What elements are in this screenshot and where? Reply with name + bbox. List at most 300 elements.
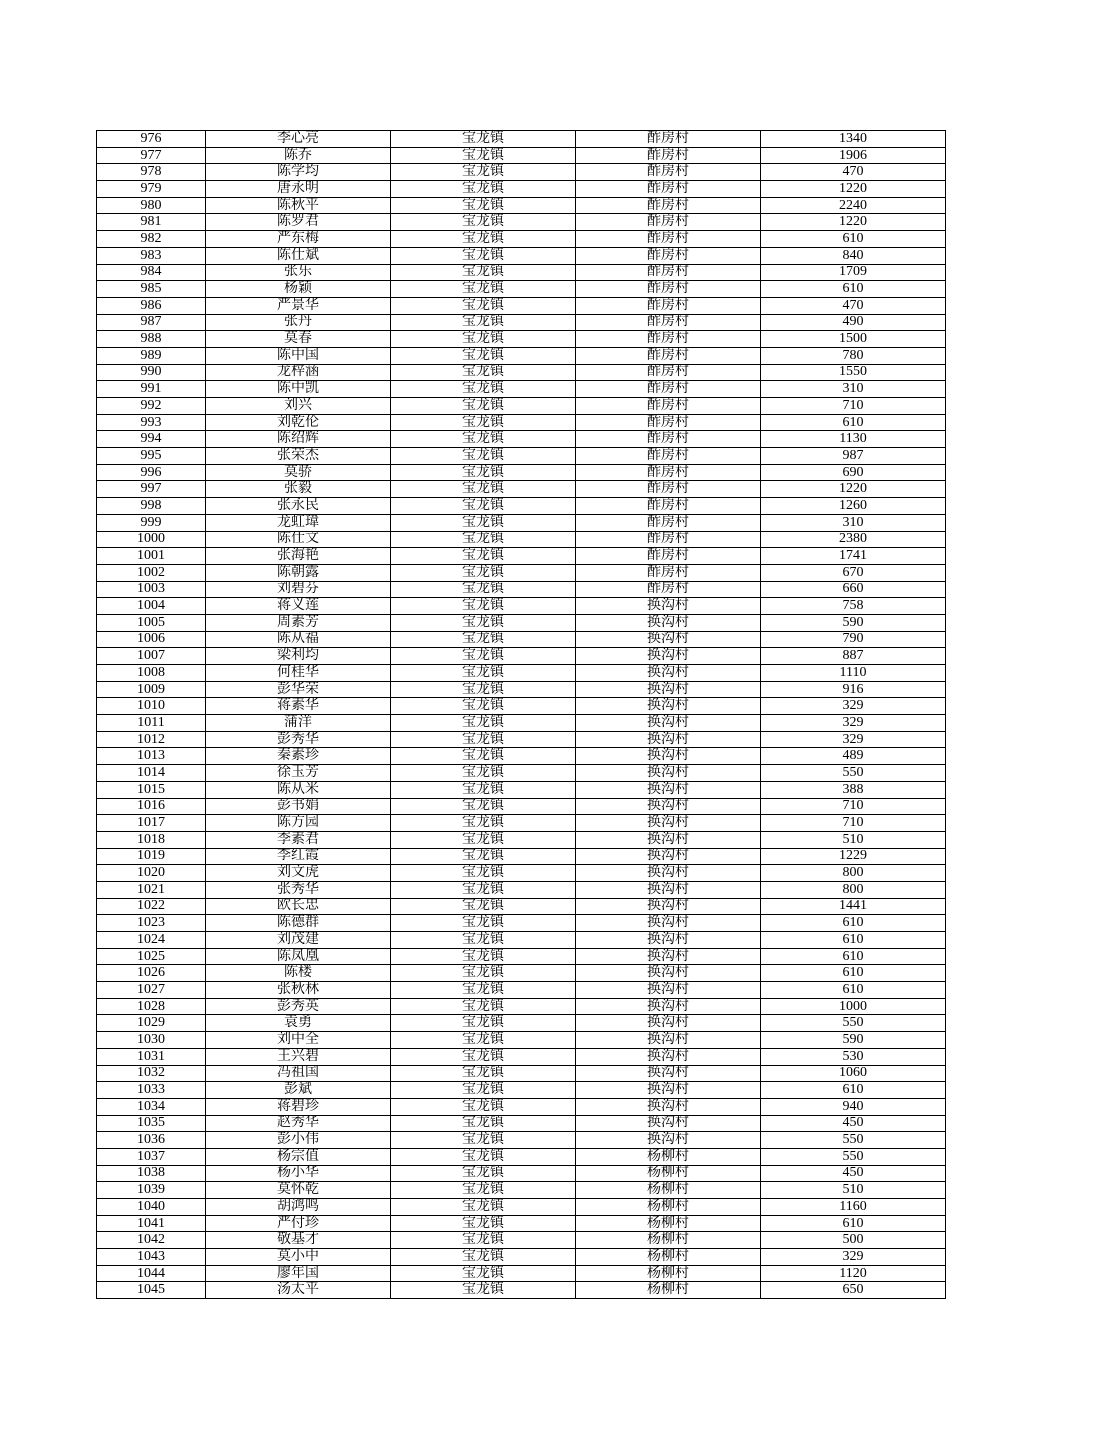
table-row — [97, 481, 946, 498]
table-row — [97, 531, 946, 548]
table-row — [97, 1048, 946, 1065]
table-row — [97, 498, 946, 515]
table-row — [97, 848, 946, 865]
amount-cell: 1130 — [761, 431, 946, 448]
village-cell: 换沟村 — [576, 898, 761, 915]
amount-cell: 1441 — [761, 898, 946, 915]
town-cell: 宝龙镇 — [391, 765, 576, 782]
town-cell: 宝龙镇 — [391, 448, 576, 465]
amount-cell: 1110 — [761, 665, 946, 682]
name-cell: 陈乔 — [206, 147, 391, 164]
table-row — [97, 1165, 946, 1182]
town-cell: 宝龙镇 — [391, 564, 576, 581]
name-cell: 蒋义莲 — [206, 598, 391, 615]
table-row — [97, 915, 946, 932]
amount-cell: 590 — [761, 614, 946, 631]
town-cell: 宝龙镇 — [391, 331, 576, 348]
village-cell: 换沟村 — [576, 965, 761, 982]
village-cell: 换沟村 — [576, 715, 761, 732]
amount-cell: 510 — [761, 831, 946, 848]
name-cell: 陈从米 — [206, 781, 391, 798]
village-cell: 换沟村 — [576, 1065, 761, 1082]
amount-cell: 550 — [761, 1148, 946, 1165]
town-cell: 宝龙镇 — [391, 297, 576, 314]
name-cell: 陈中国 — [206, 347, 391, 364]
name-cell: 刘文虎 — [206, 865, 391, 882]
amount-cell: 530 — [761, 1048, 946, 1065]
amount-cell: 710 — [761, 815, 946, 832]
amount-cell: 610 — [761, 1082, 946, 1099]
table-row — [97, 965, 946, 982]
town-cell: 宝龙镇 — [391, 281, 576, 298]
village-cell: 酢房村 — [576, 581, 761, 598]
name-cell: 陈罗君 — [206, 214, 391, 231]
village-cell: 换沟村 — [576, 731, 761, 748]
town-cell: 宝龙镇 — [391, 1065, 576, 1082]
row-number-cell: 1000 — [97, 531, 206, 548]
town-cell: 宝龙镇 — [391, 164, 576, 181]
table-row — [97, 1065, 946, 1082]
row-number-cell: 1041 — [97, 1215, 206, 1232]
name-cell: 周素芳 — [206, 614, 391, 631]
table-row — [97, 147, 946, 164]
amount-cell: 550 — [761, 1132, 946, 1149]
name-cell: 冯祖国 — [206, 1065, 391, 1082]
name-cell: 陈楼 — [206, 965, 391, 982]
name-cell: 欧长忠 — [206, 898, 391, 915]
village-cell: 换沟村 — [576, 614, 761, 631]
table-row — [97, 1265, 946, 1282]
village-cell: 酢房村 — [576, 431, 761, 448]
name-cell: 李红霞 — [206, 848, 391, 865]
row-number-cell: 1006 — [97, 631, 206, 648]
town-cell: 宝龙镇 — [391, 1048, 576, 1065]
name-cell: 刘兴 — [206, 398, 391, 415]
town-cell: 宝龙镇 — [391, 147, 576, 164]
row-number-cell: 997 — [97, 481, 206, 498]
village-cell: 换沟村 — [576, 1082, 761, 1099]
row-number-cell: 989 — [97, 347, 206, 364]
amount-cell: 510 — [761, 1182, 946, 1199]
name-cell: 张乐 — [206, 264, 391, 281]
amount-cell: 329 — [761, 1249, 946, 1266]
name-cell: 龙梓涵 — [206, 364, 391, 381]
table-row — [97, 715, 946, 732]
amount-cell: 1260 — [761, 498, 946, 515]
town-cell: 宝龙镇 — [391, 1282, 576, 1299]
amount-cell: 610 — [761, 281, 946, 298]
village-cell: 换沟村 — [576, 781, 761, 798]
amount-cell: 1220 — [761, 481, 946, 498]
table-row — [97, 247, 946, 264]
town-cell: 宝龙镇 — [391, 965, 576, 982]
town-cell: 宝龙镇 — [391, 1115, 576, 1132]
amount-cell: 2380 — [761, 531, 946, 548]
row-number-cell: 980 — [97, 197, 206, 214]
name-cell: 胡鸿鸣 — [206, 1199, 391, 1216]
name-cell: 彭秀英 — [206, 998, 391, 1015]
table-row — [97, 1132, 946, 1149]
table-row — [97, 798, 946, 815]
table-row — [97, 381, 946, 398]
row-number-cell: 995 — [97, 448, 206, 465]
name-cell: 彭华荣 — [206, 681, 391, 698]
village-cell: 酢房村 — [576, 264, 761, 281]
name-cell: 蒋碧珍 — [206, 1098, 391, 1115]
village-cell: 酢房村 — [576, 131, 761, 148]
row-number-cell: 1009 — [97, 681, 206, 698]
amount-cell: 1160 — [761, 1199, 946, 1216]
town-cell: 宝龙镇 — [391, 665, 576, 682]
row-number-cell: 988 — [97, 331, 206, 348]
name-cell: 李心亮 — [206, 131, 391, 148]
table-row — [97, 264, 946, 281]
town-cell: 宝龙镇 — [391, 414, 576, 431]
village-cell: 酢房村 — [576, 464, 761, 481]
town-cell: 宝龙镇 — [391, 181, 576, 198]
table-row — [97, 164, 946, 181]
row-number-cell: 1002 — [97, 564, 206, 581]
town-cell: 宝龙镇 — [391, 982, 576, 999]
town-cell: 宝龙镇 — [391, 231, 576, 248]
village-cell: 杨柳村 — [576, 1165, 761, 1182]
name-cell: 唐永明 — [206, 181, 391, 198]
amount-cell: 1709 — [761, 264, 946, 281]
row-number-cell: 1012 — [97, 731, 206, 748]
row-number-cell: 990 — [97, 364, 206, 381]
town-cell: 宝龙镇 — [391, 131, 576, 148]
row-number-cell: 1019 — [97, 848, 206, 865]
row-number-cell: 1010 — [97, 698, 206, 715]
table-row — [97, 598, 946, 615]
table-row — [97, 1199, 946, 1216]
table-row — [97, 1015, 946, 1032]
name-cell: 张毅 — [206, 481, 391, 498]
row-number-cell: 1025 — [97, 948, 206, 965]
row-number-cell: 1024 — [97, 932, 206, 949]
town-cell: 宝龙镇 — [391, 798, 576, 815]
name-cell: 严景华 — [206, 297, 391, 314]
town-cell: 宝龙镇 — [391, 948, 576, 965]
name-cell: 袁勇 — [206, 1015, 391, 1032]
name-cell: 汤太平 — [206, 1282, 391, 1299]
table-row — [97, 865, 946, 882]
table-row — [97, 1282, 946, 1299]
amount-cell: 800 — [761, 881, 946, 898]
amount-cell: 590 — [761, 1032, 946, 1049]
table-row — [97, 464, 946, 481]
village-cell: 换沟村 — [576, 932, 761, 949]
town-cell: 宝龙镇 — [391, 431, 576, 448]
amount-cell: 388 — [761, 781, 946, 798]
amount-cell: 780 — [761, 347, 946, 364]
amount-cell: 758 — [761, 598, 946, 615]
amount-cell: 550 — [761, 765, 946, 782]
town-cell: 宝龙镇 — [391, 731, 576, 748]
name-cell: 张荣杰 — [206, 448, 391, 465]
table-row — [97, 815, 946, 832]
row-number-cell: 1039 — [97, 1182, 206, 1199]
table-row — [97, 781, 946, 798]
row-number-cell: 1023 — [97, 915, 206, 932]
table-row — [97, 1032, 946, 1049]
town-cell: 宝龙镇 — [391, 681, 576, 698]
village-cell: 换沟村 — [576, 982, 761, 999]
village-cell: 换沟村 — [576, 1048, 761, 1065]
name-cell: 陈绍辉 — [206, 431, 391, 448]
amount-cell: 450 — [761, 1115, 946, 1132]
table-row — [97, 831, 946, 848]
village-cell: 杨柳村 — [576, 1265, 761, 1282]
town-cell: 宝龙镇 — [391, 881, 576, 898]
amount-cell: 329 — [761, 698, 946, 715]
amount-cell: 470 — [761, 164, 946, 181]
table-row — [97, 231, 946, 248]
row-number-cell: 996 — [97, 464, 206, 481]
village-cell: 换沟村 — [576, 998, 761, 1015]
town-cell: 宝龙镇 — [391, 214, 576, 231]
town-cell: 宝龙镇 — [391, 364, 576, 381]
town-cell: 宝龙镇 — [391, 898, 576, 915]
amount-cell: 1120 — [761, 1265, 946, 1282]
row-number-cell: 1015 — [97, 781, 206, 798]
amount-cell: 329 — [761, 715, 946, 732]
amount-cell: 790 — [761, 631, 946, 648]
name-cell: 杨颖 — [206, 281, 391, 298]
town-cell: 宝龙镇 — [391, 1249, 576, 1266]
row-number-cell: 998 — [97, 498, 206, 515]
town-cell: 宝龙镇 — [391, 1165, 576, 1182]
name-cell: 严东梅 — [206, 231, 391, 248]
amount-cell: 329 — [761, 731, 946, 748]
amount-cell: 610 — [761, 948, 946, 965]
table-row — [97, 1215, 946, 1232]
town-cell: 宝龙镇 — [391, 932, 576, 949]
row-number-cell: 977 — [97, 147, 206, 164]
village-cell: 换沟村 — [576, 698, 761, 715]
town-cell: 宝龙镇 — [391, 1232, 576, 1249]
village-cell: 换沟村 — [576, 1115, 761, 1132]
name-cell: 莫小中 — [206, 1249, 391, 1266]
name-cell: 陈仕斌 — [206, 247, 391, 264]
village-cell: 酢房村 — [576, 147, 761, 164]
town-cell: 宝龙镇 — [391, 1132, 576, 1149]
name-cell: 赵秀华 — [206, 1115, 391, 1132]
row-number-cell: 999 — [97, 514, 206, 531]
name-cell: 陈方园 — [206, 815, 391, 832]
amount-cell: 450 — [761, 1165, 946, 1182]
table-row — [97, 581, 946, 598]
amount-cell: 710 — [761, 398, 946, 415]
name-cell: 敬基才 — [206, 1232, 391, 1249]
village-cell: 酢房村 — [576, 197, 761, 214]
name-cell: 彭秀华 — [206, 731, 391, 748]
name-cell: 陈中凯 — [206, 381, 391, 398]
name-cell: 秦素珍 — [206, 748, 391, 765]
town-cell: 宝龙镇 — [391, 264, 576, 281]
village-cell: 换沟村 — [576, 1098, 761, 1115]
table-row — [97, 131, 946, 148]
village-cell: 酢房村 — [576, 481, 761, 498]
town-cell: 宝龙镇 — [391, 581, 576, 598]
village-cell: 换沟村 — [576, 765, 761, 782]
row-number-cell: 982 — [97, 231, 206, 248]
table-row — [97, 1082, 946, 1099]
town-cell: 宝龙镇 — [391, 347, 576, 364]
town-cell: 宝龙镇 — [391, 998, 576, 1015]
village-cell: 酢房村 — [576, 164, 761, 181]
name-cell: 彭小伟 — [206, 1132, 391, 1149]
amount-cell: 470 — [761, 297, 946, 314]
name-cell: 李素君 — [206, 831, 391, 848]
row-number-cell: 1016 — [97, 798, 206, 815]
name-cell: 张秀华 — [206, 881, 391, 898]
amount-cell: 610 — [761, 915, 946, 932]
town-cell: 宝龙镇 — [391, 698, 576, 715]
row-number-cell: 1037 — [97, 1148, 206, 1165]
town-cell: 宝龙镇 — [391, 1215, 576, 1232]
name-cell: 梁利均 — [206, 648, 391, 665]
name-cell: 陈仕文 — [206, 531, 391, 548]
amount-cell: 690 — [761, 464, 946, 481]
village-cell: 酢房村 — [576, 448, 761, 465]
row-number-cell: 1034 — [97, 1098, 206, 1115]
row-number-cell: 1030 — [97, 1032, 206, 1049]
town-cell: 宝龙镇 — [391, 1199, 576, 1216]
village-cell: 酢房村 — [576, 398, 761, 415]
name-cell: 陈德群 — [206, 915, 391, 932]
row-number-cell: 1022 — [97, 898, 206, 915]
row-number-cell: 1026 — [97, 965, 206, 982]
name-cell: 陈学均 — [206, 164, 391, 181]
table-row — [97, 614, 946, 631]
row-number-cell: 992 — [97, 398, 206, 415]
table-row — [97, 881, 946, 898]
town-cell: 宝龙镇 — [391, 398, 576, 415]
village-cell: 换沟村 — [576, 648, 761, 665]
village-cell: 杨柳村 — [576, 1182, 761, 1199]
name-cell: 刘碧芬 — [206, 581, 391, 598]
row-number-cell: 981 — [97, 214, 206, 231]
village-cell: 换沟村 — [576, 948, 761, 965]
village-cell: 换沟村 — [576, 1132, 761, 1149]
town-cell: 宝龙镇 — [391, 865, 576, 882]
row-number-cell: 984 — [97, 264, 206, 281]
row-number-cell: 1017 — [97, 815, 206, 832]
amount-cell: 1220 — [761, 214, 946, 231]
name-cell: 何桂华 — [206, 665, 391, 682]
village-cell: 酢房村 — [576, 531, 761, 548]
row-number-cell: 1029 — [97, 1015, 206, 1032]
row-number-cell: 1004 — [97, 598, 206, 615]
table-row — [97, 998, 946, 1015]
row-number-cell: 1028 — [97, 998, 206, 1015]
table-row — [97, 698, 946, 715]
town-cell: 宝龙镇 — [391, 748, 576, 765]
village-cell: 酢房村 — [576, 247, 761, 264]
amount-cell: 1229 — [761, 848, 946, 865]
village-cell: 酢房村 — [576, 214, 761, 231]
table-body — [97, 131, 946, 1299]
row-number-cell: 985 — [97, 281, 206, 298]
amount-cell: 1220 — [761, 181, 946, 198]
table-row — [97, 281, 946, 298]
amount-cell: 500 — [761, 1232, 946, 1249]
amount-cell: 1000 — [761, 998, 946, 1015]
row-number-cell: 1005 — [97, 614, 206, 631]
name-cell: 徐玉芳 — [206, 765, 391, 782]
village-cell: 杨柳村 — [576, 1199, 761, 1216]
table-row — [97, 214, 946, 231]
town-cell: 宝龙镇 — [391, 514, 576, 531]
amount-cell: 610 — [761, 965, 946, 982]
name-cell: 彭书娟 — [206, 798, 391, 815]
name-cell: 张海艳 — [206, 548, 391, 565]
amount-cell: 916 — [761, 681, 946, 698]
town-cell: 宝龙镇 — [391, 247, 576, 264]
table-row — [97, 314, 946, 331]
amount-cell: 310 — [761, 514, 946, 531]
row-number-cell: 976 — [97, 131, 206, 148]
table-row — [97, 1249, 946, 1266]
name-cell: 杨小华 — [206, 1165, 391, 1182]
village-cell: 酢房村 — [576, 347, 761, 364]
table-row — [97, 398, 946, 415]
row-number-cell: 978 — [97, 164, 206, 181]
village-cell: 杨柳村 — [576, 1249, 761, 1266]
row-number-cell: 1031 — [97, 1048, 206, 1065]
table-row — [97, 731, 946, 748]
town-cell: 宝龙镇 — [391, 848, 576, 865]
row-number-cell: 1011 — [97, 715, 206, 732]
table-row — [97, 514, 946, 531]
village-cell: 换沟村 — [576, 865, 761, 882]
amount-cell: 840 — [761, 247, 946, 264]
row-number-cell: 1045 — [97, 1282, 206, 1299]
town-cell: 宝龙镇 — [391, 197, 576, 214]
town-cell: 宝龙镇 — [391, 915, 576, 932]
town-cell: 宝龙镇 — [391, 631, 576, 648]
amount-cell: 610 — [761, 231, 946, 248]
town-cell: 宝龙镇 — [391, 531, 576, 548]
amount-cell: 550 — [761, 1015, 946, 1032]
town-cell: 宝龙镇 — [391, 781, 576, 798]
amount-cell: 710 — [761, 798, 946, 815]
town-cell: 宝龙镇 — [391, 381, 576, 398]
village-cell: 换沟村 — [576, 881, 761, 898]
name-cell: 杨宗值 — [206, 1148, 391, 1165]
village-cell: 杨柳村 — [576, 1282, 761, 1299]
row-number-cell: 994 — [97, 431, 206, 448]
town-cell: 宝龙镇 — [391, 598, 576, 615]
amount-cell: 1340 — [761, 131, 946, 148]
table-row — [97, 648, 946, 665]
name-cell: 龙虹瑋 — [206, 514, 391, 531]
row-number-cell: 1020 — [97, 865, 206, 882]
table-row — [97, 297, 946, 314]
village-cell: 换沟村 — [576, 681, 761, 698]
table-row — [97, 181, 946, 198]
town-cell: 宝龙镇 — [391, 1148, 576, 1165]
table-row — [97, 1232, 946, 1249]
amount-cell: 660 — [761, 581, 946, 598]
village-cell: 换沟村 — [576, 815, 761, 832]
table-row — [97, 898, 946, 915]
amount-cell: 610 — [761, 414, 946, 431]
amount-cell: 1550 — [761, 364, 946, 381]
row-number-cell: 1001 — [97, 548, 206, 565]
row-number-cell: 991 — [97, 381, 206, 398]
